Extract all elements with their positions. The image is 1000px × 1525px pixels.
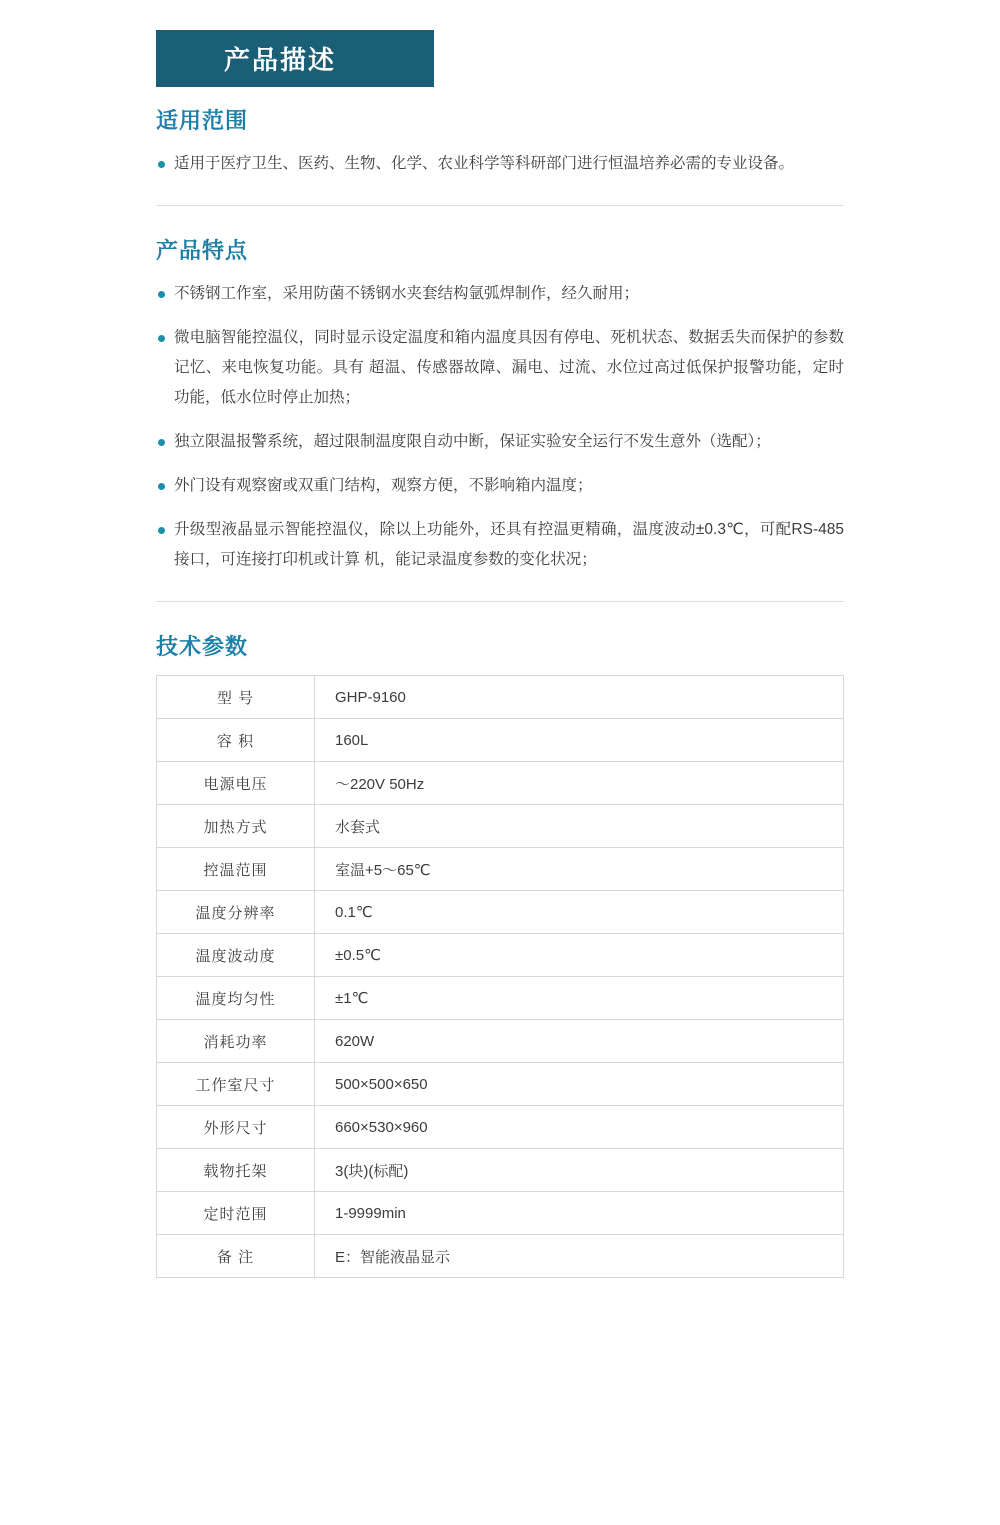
- table-row: [157, 934, 844, 977]
- spec-value: 1-9999min: [315, 1192, 844, 1235]
- spec-value: GHP-9160: [315, 676, 844, 719]
- content-column: [156, 104, 844, 1278]
- spec-value: ±1℃: [315, 977, 844, 1020]
- table-row: [157, 848, 844, 891]
- scope-list: [156, 149, 844, 179]
- divider-2: [156, 601, 844, 602]
- spec-value: 0.1℃: [315, 891, 844, 934]
- features-list: [156, 279, 844, 575]
- spec-key: 控温范围: [157, 848, 315, 891]
- section-title-specifications: 技术参数: [156, 634, 249, 659]
- spec-value: ±0.5℃: [315, 934, 844, 977]
- spec-key: 温度波动度: [157, 934, 315, 977]
- table-row: [157, 805, 844, 848]
- list-item: 不锈钢工作室，采用防菌不锈钢水夹套结构氩弧焊制作，经久耐用；: [156, 279, 844, 309]
- table-row: [157, 1063, 844, 1106]
- table-row: [157, 1235, 844, 1278]
- spec-key: 定时范围: [157, 1192, 315, 1235]
- table-row: [157, 676, 844, 719]
- spec-key: 备 注: [157, 1235, 315, 1278]
- table-row: [157, 762, 844, 805]
- product-description-banner: [156, 30, 434, 87]
- spec-value: 620W: [315, 1020, 844, 1063]
- section-specifications: [156, 630, 844, 1278]
- list-item: 升级型液晶显示智能控温仪，除以上功能外，还具有控温更精确，温度波动±0.3℃，可配RS-485接口，可连接打印机或计算 机，能记录温度参数的变化状况；: [156, 515, 844, 575]
- table-row: [157, 719, 844, 762]
- list-item: 外门设有观察窗或双重门结构，观察方便，不影响箱内温度；: [156, 471, 844, 501]
- spec-key: 型 号: [157, 676, 315, 719]
- table-row: [157, 977, 844, 1020]
- banner-title: 产品描述: [224, 45, 337, 75]
- spec-key: 加热方式: [157, 805, 315, 848]
- spec-key: 温度分辨率: [157, 891, 315, 934]
- list-item: 微电脑智能控温仪，同时显示设定温度和箱内温度具因有停电、死机状态、数据丢失而保护的参数记忆、来电恢复功能。具有 超温、传感器故障、漏电、过流、水位过高过低保护报警功能，定时功能，低水位时停止加热；: [156, 323, 844, 413]
- spec-key: 载物托架: [157, 1149, 315, 1192]
- section-title-features: 产品特点: [156, 238, 249, 263]
- table-row: [157, 1020, 844, 1063]
- spec-key: 温度均匀性: [157, 977, 315, 1020]
- spec-value: 3(块)(标配): [315, 1149, 844, 1192]
- section-scope: [156, 104, 844, 179]
- spec-value: 500×500×650: [315, 1063, 844, 1106]
- section-features: [156, 234, 844, 575]
- spec-key: 工作室尺寸: [157, 1063, 315, 1106]
- list-item: 独立限温报警系统，超过限制温度限自动中断，保证实验安全运行不发生意外（选配）；: [156, 427, 844, 457]
- divider-1: [156, 205, 844, 206]
- table-row: [157, 1192, 844, 1235]
- spec-value: 水套式: [315, 805, 844, 848]
- spec-key: 容 积: [157, 719, 315, 762]
- table-row: [157, 1149, 844, 1192]
- specifications-table: [156, 675, 844, 1278]
- spec-value: 660×530×960: [315, 1106, 844, 1149]
- section-title-scope: 适用范围: [156, 108, 249, 133]
- spec-key: 外形尺寸: [157, 1106, 315, 1149]
- spec-value: 160L: [315, 719, 844, 762]
- spec-value: E：智能液晶显示: [315, 1235, 844, 1278]
- spec-key: 电源电压: [157, 762, 315, 805]
- list-item: 适用于医疗卫生、医药、生物、化学、农业科学等科研部门进行恒温培养必需的专业设备。: [156, 149, 844, 179]
- spec-value: 室温+5～65℃: [315, 848, 844, 891]
- spec-key: 消耗功率: [157, 1020, 315, 1063]
- table-row: [157, 891, 844, 934]
- table-row: [157, 1106, 844, 1149]
- spec-value: ～220V 50Hz: [315, 762, 844, 805]
